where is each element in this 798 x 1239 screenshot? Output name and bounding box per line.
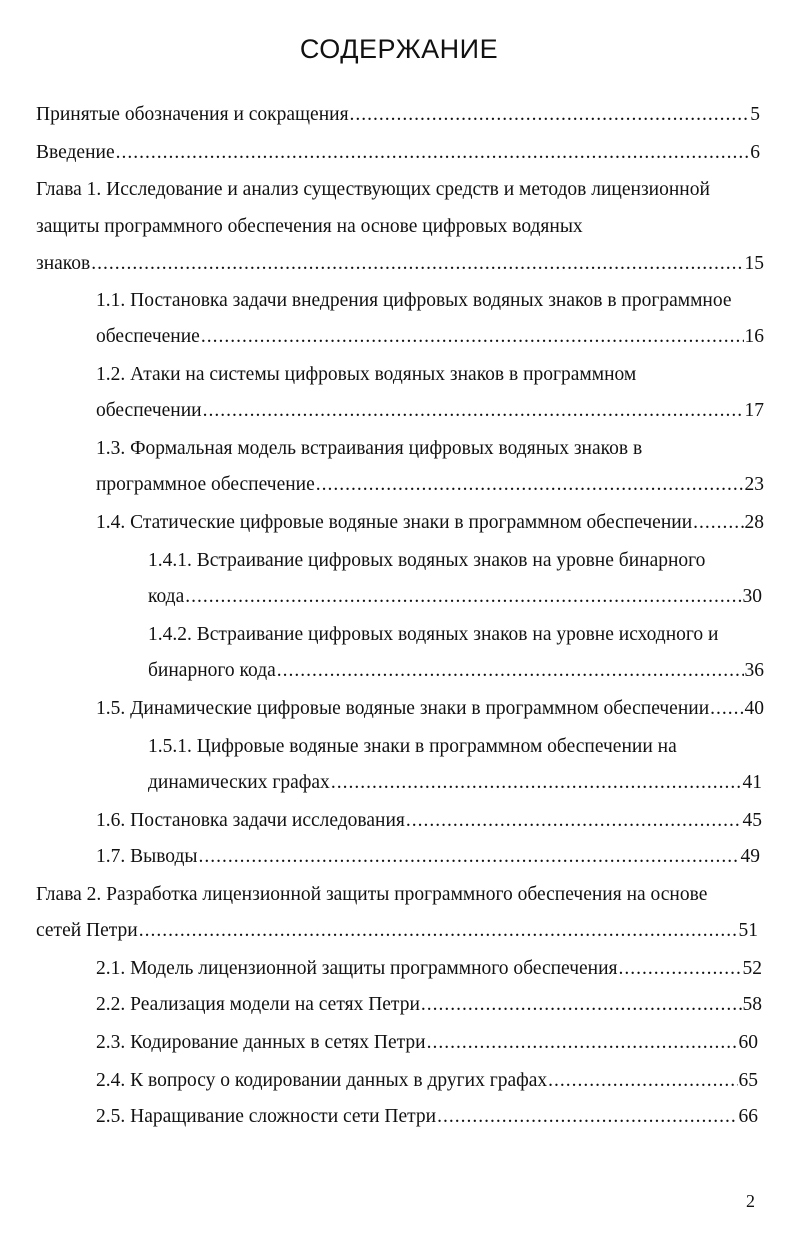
toc-entry-line: защиты программного обеспечения на основе цифровых водяных [36, 216, 583, 237]
leader-dots [316, 472, 744, 498]
toc-entry[interactable] [148, 584, 762, 610]
leader-dots [199, 844, 740, 870]
toc-entry-page: 58 [742, 994, 762, 1015]
toc-entry-text: 2.3. Кодирование данных в сетях Петри [96, 1032, 426, 1053]
toc-entry-page: 23 [744, 474, 764, 495]
toc-entry-text: обеспечении [96, 400, 202, 421]
toc-entry-text: бинарного кода [148, 660, 276, 681]
toc-entry[interactable] [96, 844, 760, 870]
leader-dots [710, 696, 743, 722]
toc-entry[interactable] [36, 102, 760, 128]
toc-entry[interactable] [96, 472, 764, 498]
leader-dots [331, 770, 742, 796]
toc-entry-text: сетей Петри [36, 920, 138, 941]
toc-entry-page: 45 [742, 810, 762, 831]
toc-entry-page: 36 [744, 660, 764, 681]
toc-entry[interactable] [96, 324, 764, 350]
toc-entry-text: 1.4. Статические цифровые водяные знаки в программном обеспечении [96, 512, 693, 533]
toc-entry-line: 1.5.1. Цифровые водяные знаки в программном обеспечении на [148, 736, 677, 757]
toc-entry-page: 65 [738, 1070, 758, 1091]
toc-entry-page: 41 [742, 772, 762, 793]
leader-dots [693, 510, 743, 536]
toc-entry-text: динамических графах [148, 772, 330, 793]
page-title: СОДЕРЖАНИЕ [299, 34, 499, 64]
toc-entry-line: 1.2. Атаки на системы цифровых водяных знаков в программном [96, 364, 637, 385]
toc-entry-page: 6 [750, 142, 760, 163]
toc-entry-page: 30 [742, 586, 762, 607]
toc-entry[interactable] [148, 658, 764, 684]
leader-dots [201, 324, 744, 350]
toc-entry[interactable] [96, 398, 764, 424]
toc-entry-page: 28 [744, 512, 764, 533]
toc-entry[interactable] [96, 510, 764, 536]
toc-entry-line: Глава 2. Разработка лицензионной защиты программного обеспечения на основе [36, 884, 708, 905]
toc-entry[interactable] [96, 956, 762, 982]
toc-entry-text: 2.1. Модель лицензионной защиты программного обеспечения [96, 958, 618, 979]
toc-entry-page: 51 [738, 920, 758, 941]
toc-entry-page: 5 [750, 104, 760, 125]
toc-entry-page: 15 [744, 253, 764, 274]
toc-entry-page: 60 [738, 1032, 758, 1053]
toc-entry-text: 1.7. Выводы [96, 846, 198, 867]
leader-dots [91, 251, 743, 277]
toc-entry-page: 52 [742, 958, 762, 979]
toc-entry-text: 1.6. Постановка задачи исследования [96, 810, 405, 831]
leader-dots [421, 992, 742, 1018]
leader-dots [619, 956, 742, 982]
toc-entry-text: 1.5. Динамические цифровые водяные знаки в программном обеспечении [96, 698, 710, 719]
leader-dots [437, 1104, 737, 1130]
toc-entry[interactable] [36, 140, 760, 166]
toc-entry[interactable] [96, 992, 762, 1018]
leader-dots [406, 808, 742, 834]
toc-entry-page: 40 [744, 698, 764, 719]
toc-entry-text: знаков [36, 253, 91, 274]
toc-entry-text: 2.5. Наращивание сложности сети Петри [96, 1106, 437, 1127]
leader-dots [185, 584, 741, 610]
page-number: 2 [746, 1191, 755, 1211]
toc-entry[interactable] [96, 1068, 758, 1094]
toc-entry-text: 2.4. К вопросу о кодировании данных в других графах [96, 1070, 548, 1091]
toc-entry[interactable] [96, 696, 764, 722]
toc-entry-text: Принятые обозначения и сокращения [36, 104, 349, 125]
toc-entry[interactable] [148, 770, 762, 796]
leader-dots [277, 658, 744, 684]
toc-entry-line: Глава 1. Исследование и анализ существующих средств и методов лицензионной [36, 179, 710, 200]
toc-entry-line: 1.4.1. Встраивание цифровых водяных знаков на уровне бинарного [148, 550, 706, 571]
toc-entry-line: 1.1. Постановка задачи внедрения цифровых водяных знаков в программное [96, 290, 732, 311]
toc-entry[interactable] [36, 251, 764, 277]
toc-entry-page: 17 [744, 400, 764, 421]
toc-entry[interactable] [36, 918, 758, 944]
toc-entry[interactable] [96, 808, 762, 834]
toc-entry[interactable] [96, 1104, 758, 1130]
toc-entry-text: программное обеспечение [96, 474, 315, 495]
leader-dots [427, 1030, 738, 1056]
toc-entry-text: обеспечение [96, 326, 200, 347]
leader-dots [350, 102, 750, 128]
toc-entry-page: 49 [740, 846, 760, 867]
toc-entry-page: 16 [744, 326, 764, 347]
leader-dots [203, 398, 744, 424]
toc-entry-page: 66 [738, 1106, 758, 1127]
toc-entry-line: 1.3. Формальная модель встраивания цифровых водяных знаков в [96, 438, 643, 459]
leader-dots [139, 918, 738, 944]
toc-entry-line: 1.4.2. Встраивание цифровых водяных знаков на уровне исходного и [148, 624, 719, 645]
toc-entry-text: 2.2. Реализация модели на сетях Петри [96, 994, 420, 1015]
toc-entry-text: кода [148, 586, 185, 607]
leader-dots [548, 1068, 737, 1094]
toc-entry-text: Введение [36, 142, 115, 163]
toc-entry[interactable] [96, 1030, 758, 1056]
leader-dots [116, 140, 750, 166]
